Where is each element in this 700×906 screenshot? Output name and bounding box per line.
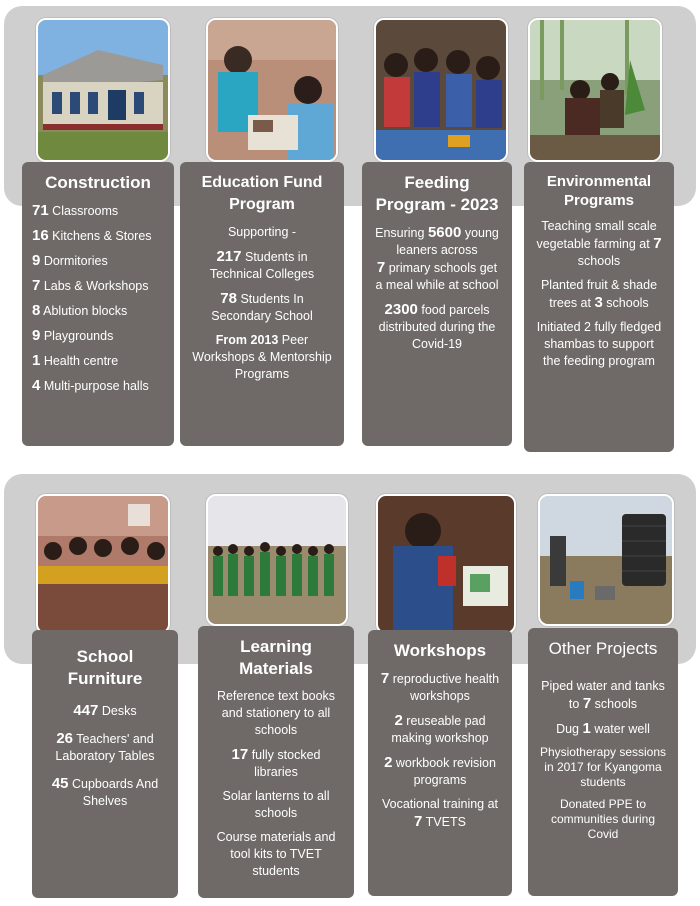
stat-line: 7 Labs & Workshops [32,277,149,294]
stat-line: From 2013 Peer Workshops & Mentorship Programs [192,333,332,381]
stat-line: 71 Classrooms [32,202,119,219]
stat-line: 45 Cupboards And Shelves [51,775,159,808]
environmental-title: Environmental Programs [546,173,652,209]
furniture-photo [36,494,170,634]
stat-line: Dug 1 water well [556,720,650,737]
school-furniture-title: School Furniture [67,647,143,688]
workshops-photo [376,494,516,634]
learning-materials-title: Learning Materials [239,637,313,678]
stat-line: 8 Ablution blocks [32,302,128,319]
construction-card [22,162,174,446]
stat-line: Supporting - [227,225,297,239]
education-fund-title: Education Fund Program [201,174,323,213]
stat-line: 78 Students In Secondary School [211,290,313,323]
stat-line: 26 Teachers' and Laboratory Tables [55,730,155,763]
stat-line: Ensuring 5600 young leaners across [375,224,499,257]
stat-line: Solar lanterns to all schools [222,789,330,820]
other-projects-title: Other Projects [548,639,658,658]
construction-title: Construction [45,173,151,192]
education-fund-card [180,162,344,446]
stat-line: 1 Health centre [32,352,119,369]
school-furniture-card [32,630,178,898]
stat-line: Initiated 2 fully fledged shambas to support the feeding program [536,320,662,368]
other-projects-card [528,628,678,896]
stat-line: 2 workbook revision programs [384,754,496,787]
education-photo [206,18,338,162]
feeding-program-title: Feeding Program - 2023 [375,173,499,214]
workshops-title: Workshops [393,641,487,660]
learning-materials-photo [206,494,348,626]
stat-line: 9 Dormitories [32,252,108,269]
stat-line: 9 Playgrounds [32,327,114,344]
feeding-photo [374,18,508,162]
learning-materials-card [198,626,354,898]
stat-line: Reference text books and stationery to all schools [216,689,336,737]
environmental-photo [528,18,662,162]
feeding-program-card [362,162,512,446]
stat-line: 447 Desks [73,702,137,719]
stat-line: 217 Students in Technical Colleges [209,248,315,281]
stat-line: Piped water and tanks to 7 schools [541,679,665,712]
stat-line: 17 fully stocked libraries [231,746,321,779]
stat-line: Planted fruit & shade trees at 3 schools [540,278,658,311]
stat-line: Physiotherapy sessions in 2017 for Kyangoma students [539,745,667,789]
stat-line: Teaching small scale vegetable farming at 7 schools [536,219,662,268]
stat-line: 2300 food parcels distributed during the Covid-19 [378,301,496,351]
stat-line: 16 Kitchens & Stores [32,227,152,244]
stat-line: 2 reuseable pad making workshop [391,712,489,745]
stat-line: 4 Multi-purpose halls [32,377,149,394]
workshops-card [368,630,512,896]
stat-line: 7 reproductive health workshops [380,670,500,703]
stat-line: Vocational training at 7 TVETS [381,797,499,830]
environmental-card [524,162,674,452]
construction-photo [36,18,170,162]
stat-line: Course materials and tool kits to TVET students [216,830,336,878]
stat-line: Donated PPE to communities during Covid [550,797,656,841]
stat-line: 7 primary schools get a meal while at school [375,259,499,292]
other-projects-photo [538,494,674,626]
